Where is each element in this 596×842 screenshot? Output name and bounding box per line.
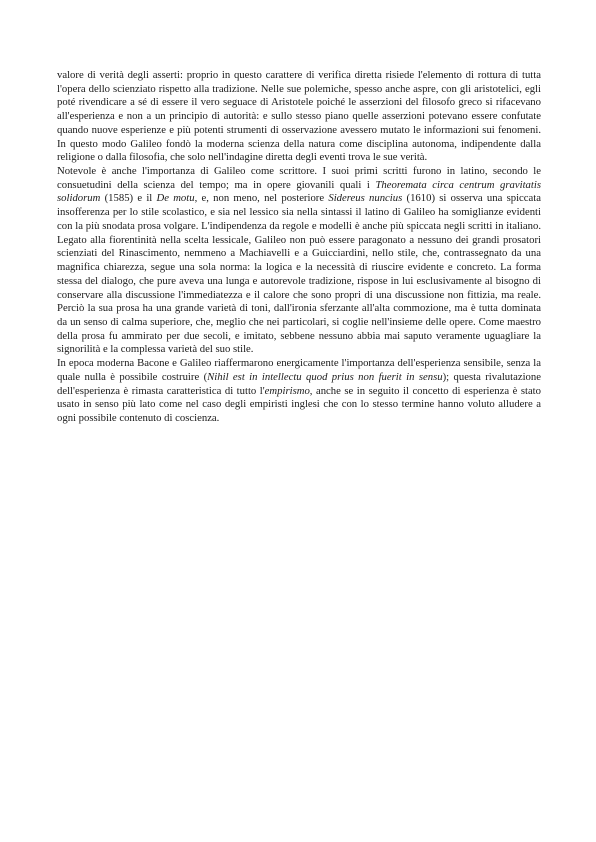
text-run: In epoca moderna Bacone e Galileo riaffermarono energicamente l'importanza dell'esperienza sensibile, senza la quale nulla è possibile costruire ( xyxy=(57,357,541,383)
paragraph-galileo-writer xyxy=(57,165,541,357)
italic-title-theoremata: Theoremata circa centrum gravitatis solidorum xyxy=(57,178,541,205)
text-run: Notevole è anche l'importanza di Galileo come scrittore. I suoi primi scritti furono in latino, secondo le consuetudini della scienza del tempo; ma in opere giovanili quali i xyxy=(57,165,541,191)
italic-latin-quote: Nihil est in intellectu quod prius non fuerit in sensu xyxy=(207,370,443,383)
italic-title-sidereus-nuncius: Sidereus nuncius xyxy=(328,192,403,205)
paragraph-empiricism xyxy=(57,357,541,426)
text-run: , anche se in seguito il concetto di esperienza è stato usato in senso più lato come nel caso degli empiristi inglesi che con lo stesso termine hanno voluto alludere a ogni possibile contenuto di coscienza. xyxy=(57,384,541,424)
text-run: , e, non meno, nel posteriore xyxy=(194,192,329,205)
italic-term-empirismo: empirismo xyxy=(264,384,310,397)
text-run: ); questa rivalutazione dell'esperienza è rimasta caratteristica di tutto l' xyxy=(57,370,541,397)
text-run: (1585) e il xyxy=(100,192,157,205)
paragraph-galileo-method xyxy=(57,69,541,165)
document-body xyxy=(57,69,541,426)
text-run: valore di verità degli asserti: proprio in questo carattere di verifica diretta risiede l'elemento di rottura di tutta l'opera dello scienziato rispetto alla tradizione. Nelle sue polemiche, spesso anche aspre, con gli aristotelici, egli poté rivendicare a sé di essere il vero seguace di Aristotele poiché le asserzioni del filosofo greco si rifacevano all'esperienza e non a un principio di autorità: e sullo stesso piano quelle asserzioni potevano essere confutate quando nuove esperienze e più potenti strumenti di osservazione avessero mutato le informazioni sui fenomeni. In questo modo Galileo fondò la moderna scienza della natura come disciplina autonoma, indipendente dalla religione o dalla filosofia, che solo nell'indagine diretta degli eventi trova le sue verità. xyxy=(57,69,541,164)
italic-title-de-motu: De motu xyxy=(156,192,195,205)
text-run: (1610) si osserva una spiccata insofferenza per lo stile scolastico, e sia nel lessico sia nella sintassi il latino di Galileo ha somiglianze evidenti con la più snodata prosa volgare. L'indipendenza da regole e modelli è anche più spiccata negli scritti in italiano. Legato alla fiorentinità nella scelta lessicale, Galileo non può essere paragonato a nessuno dei grandi prosatori scienziati del Rinascimento, nemmeno a Machiavelli e a Guicciardini, nello stile, che, contrassegnato da una magnifica chiarezza, segue una sola norma: la logica e la necessità di riuscire evidente e concreto. La forma stessa del dialogo, che pure aveva una lunga e autorevole tradizione, rispose in lui esclusivamente al bisogno di conservare alla discussione l'immediatezza e il calore che sono propri di una discussione non fittizia, ma reale. Perciò la sua prosa ha una grande varietà di toni, dall'ironia sferzante all'alta commozione, ma è tutta dominata da un senso di calma superiore, che, meglio che nei particolari, si coglie nell'insieme delle opere. Come maestro della prosa fu ammirato per due secoli, e imitato, sebbene nessuno abbia mai saputo veramente uguagliare la signorilità e la complessa varietà del suo stile. xyxy=(57,192,541,356)
